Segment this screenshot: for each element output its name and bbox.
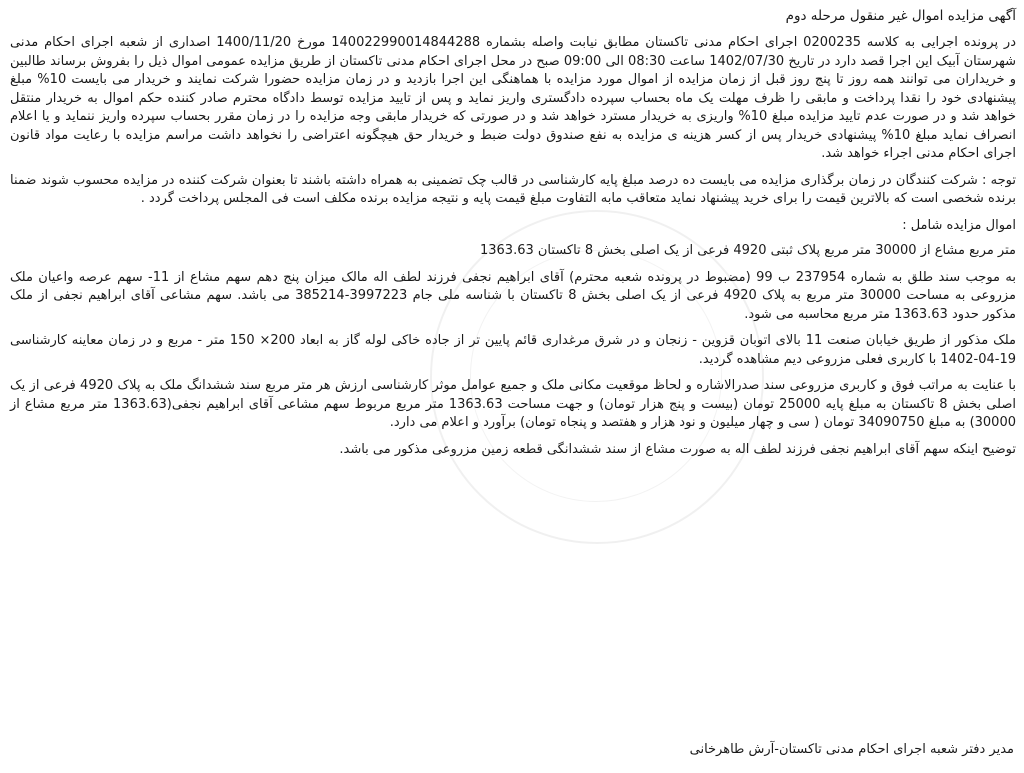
items-heading: اموال مزایده شامل :	[902, 217, 1016, 233]
attention-paragraph: توجه : شرکت کنندگان در زمان برگذاری مزایده می بایست ده درصد مبلغ پایه کارشناسی در قالب چک تضمینی به همراه داشته باشند تا بعنوان شرکت کننده در مزایده محسوب شوند ضمنا برنده شخصی است که بالاترین قیمت را برای خرید پیشنهاد نماید متعاقب مابه التفاوت مبلغ قیمت پایه و نتیجه مزایده برنده مکلف است فی المجلس پرداخت گردد .	[10, 172, 1016, 206]
notice-title: آگهی مزایده اموال غیر منقول مرحله دوم	[785, 8, 1016, 24]
location-paragraph: ملک مذکور از طریق خیابان صنعت 11 بالای اتوبان قزوین - زنجان و در شرق مرغداری قائم پایین تر از جاده خاکی لوله گاز به ابعاد 200× 150 متر - مربع و در زمان معاینه کارشناسی 19-04-1402 با کاربری فعلی مزروعی دیم مشاهده گردید.	[10, 333, 1017, 367]
auction-details-paragraph: در پرونده اجرایی به کلاسه 0200235 اجرای احکام مدنی تاکستان مطابق نیابت واصله بشماره 140022990014844288 مورخ 1400/11/20 اصداری از شعبه اجرای احکام مدنی شهرستان آبیک این اجرا قصد دارد در تاریخ 1402/07/30 ساعت 08:30 الی 09:00 صبح در محل اجرای احکام مدنی تاکستان از طریق مزایده عمومی اموال ذیل را بفروش برساند طالبین و خریداران می توانند همه روز تا پنج روز قبل از زمان مزایده از اموال مورد مزایده با هماهنگی این اجرا بازدید و در زمان مزایده حضورا شرکت نمایند و خریدار می بایست 10% مبلغ پیشنهادی خود را نقدا پرداخت و مابقی را ظرف مهلت یک ماه بحساب سپرده دادگستری واریز نماید و پس از تایید مزایده توسط دادگاه محترم صادر کننده حکم اموال به خریدار منتقل خواهد شد و در صورت عدم تایید مزایده مبلغ 10% واریزی به خریدار مسترد خواهد شد و در صورتی که خریدار مابقی وجه مزایده را در زمان مقرر بحساب سپرده واریز ننماید و یا اعلام انصراف نماید مبلغ 10% پیشنهادی خریدار پس از کسر هزینه ی مزایده به نفع صندوق دولت ضبط و خریدار حق هیچگونه اعتراضی را نخواهد داشت مراسم مزایده با رعایت مواد قانون اجرای احکام مدنی اجراء خواهد شد.	[10, 35, 1017, 161]
auction-item-1: متر مربع مشاع از 30000 متر مربع پلاک ثبتی 4920 فرعی از یک اصلی بخش 8 تاکستان 1363.63	[479, 243, 1016, 258]
explanation-paragraph: توضیح اینکه سهم آقای ابراهیم نجفی فرزند لطف اله به صورت مشاع از سند ششدانگی قطعه زمین مزروعی مذکور می باشد.	[339, 441, 1016, 457]
ownership-paragraph: به موجب سند طلق به شماره 237954 ب 99 (مضبوط در پرونده شعبه محترم) آقای ابراهیم نجفی فرزند لطف اله مالک میزان پنج دهم سهم مشاع از 11- سهم عرصه واعیان ملک مزروعی به مساحت 30000 متر مربع به پلاک 4920 فرعی از یک اصلی بخش 8 تاکستان با شناسه ملی جام 3997223-385214 می باشد. سهم مشاعی آقای ابراهیم نجفی از ملک مذکور حدود 1363.63 متر مربع محاسبه می شود.	[10, 269, 1016, 322]
signature-line: مدیر دفتر شعبه اجرای احکام مدنی تاکستان-آرش طاهرخانی	[689, 742, 1014, 757]
valuation-paragraph: با عنایت به مراتب فوق و کاربری مزروعی سند صدرالاشاره و لحاظ موقعیت مکانی ملک و جمیع عوامل موثر کارشناسی ارزش هر متر مربع سند ششدانگ ملک به پلاک 4920 فرعی از یک اصلی بخش 8 تاکستان به مبلغ پایه 25000 تومان (بیست و پنج هزار تومان) و جهت مساحت 1363.63 متر مربع مربوط سهم مشاعی آقای ابراهیم نجفی(1363.63 متر مربع مشاع از 30000) به مبلغ 34090750 تومان ( سی و چهار میلیون و نود هزار و هفتصد و پنجاه تومان) برآورد و اعلام می دارد.	[10, 378, 1016, 430]
